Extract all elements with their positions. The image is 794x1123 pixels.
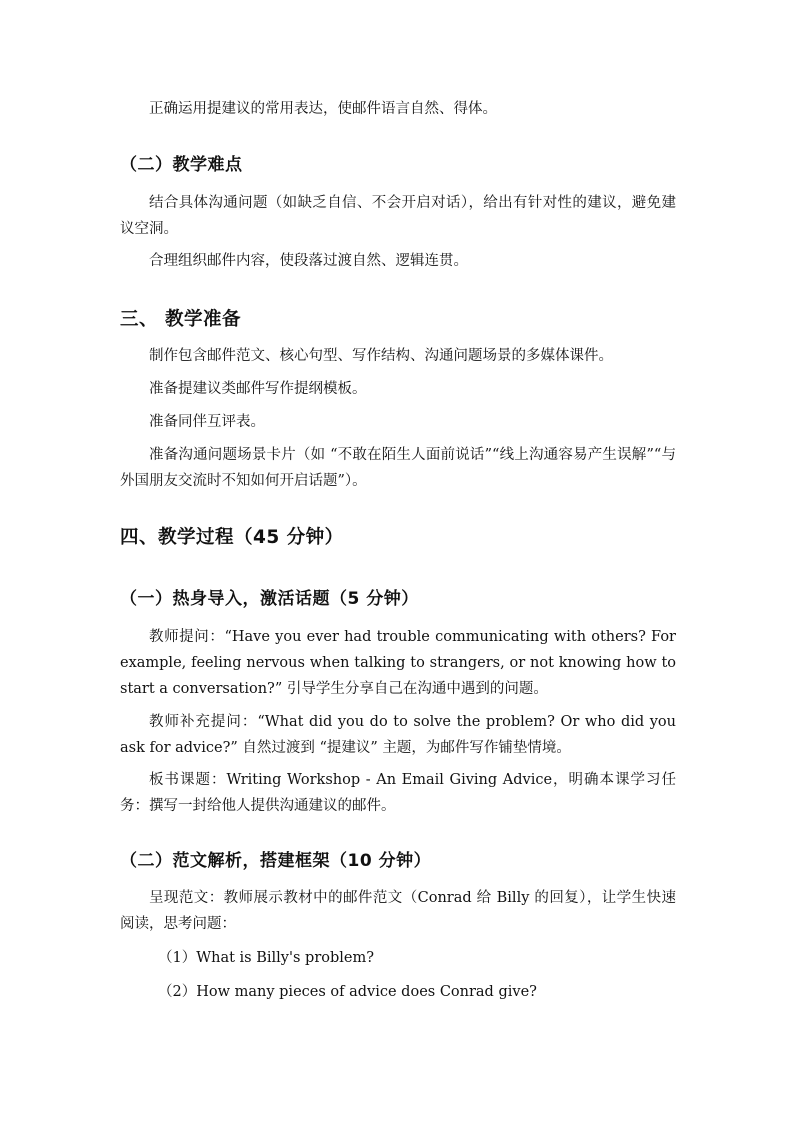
paragraph-goal-expression: 正确运用提建议的常用表达，使邮件语言自然、得体。 (149, 101, 497, 117)
paragraph-warmup-question: 教师提问：“Have you ever had trouble communicating with others? For example, feeling nervous when talking to strangers, or not knowing how to start a conversation?” 引导学生分享自己在沟通中遇到的问题。 (120, 629, 676, 697)
paragraph-prep-peer-review: 准备同伴互评表。 (149, 414, 265, 430)
paragraph-prep-scenario-cards: 准备沟通问题场景卡片（如 “不敢在陌生人面前说话”“线上沟通容易产生误解”“与外国朋友交流时不知如何开启话题”）。 (120, 447, 676, 489)
paragraph-model-present: 呈现范文：教师展示教材中的邮件范文（Conrad 给 Billy 的回复），让学生快速阅读，思考问题： (120, 890, 676, 932)
question-item-1: （1）What is Billy's problem? (158, 950, 374, 966)
paragraph-warmup-board-title: 板书课题：Writing Workshop - An Email Giving Advice，明确本课学习任务：撰写一封给他人提供沟通建议的邮件。 (120, 772, 676, 814)
heading-teaching-difficulty: （二）教学难点 (120, 155, 243, 175)
heading-teaching-preparation: 三、 教学准备 (120, 309, 241, 330)
heading-teaching-process: 四、教学过程（45 分钟） (120, 527, 344, 548)
heading-model-analysis: （二）范文解析，搭建框架（10 分钟） (120, 851, 432, 871)
paragraph-prep-outline: 准备提建议类邮件写作提纲模板。 (149, 381, 367, 397)
heading-warmup: （一）热身导入，激活话题（5 分钟） (120, 589, 419, 609)
paragraph-warmup-followup: 教师补充提问：“What did you do to solve the problem? Or who did you ask for advice?” 自然过渡到 “提建议” 主题，为邮件写作铺垫情境。 (120, 714, 676, 756)
paragraph-prep-courseware: 制作包含邮件范文、核心句型、写作结构、沟通问题场景的多媒体课件。 (149, 348, 613, 364)
paragraph-difficulty-advice: 结合具体沟通问题（如缺乏自信、不会开启对话），给出有针对性的建议，避免建议空洞。 (120, 195, 676, 237)
question-item-2: （2）How many pieces of advice does Conrad give? (158, 984, 537, 1000)
paragraph-difficulty-organize: 合理组织邮件内容，使段落过渡自然、逻辑连贯。 (149, 253, 468, 269)
